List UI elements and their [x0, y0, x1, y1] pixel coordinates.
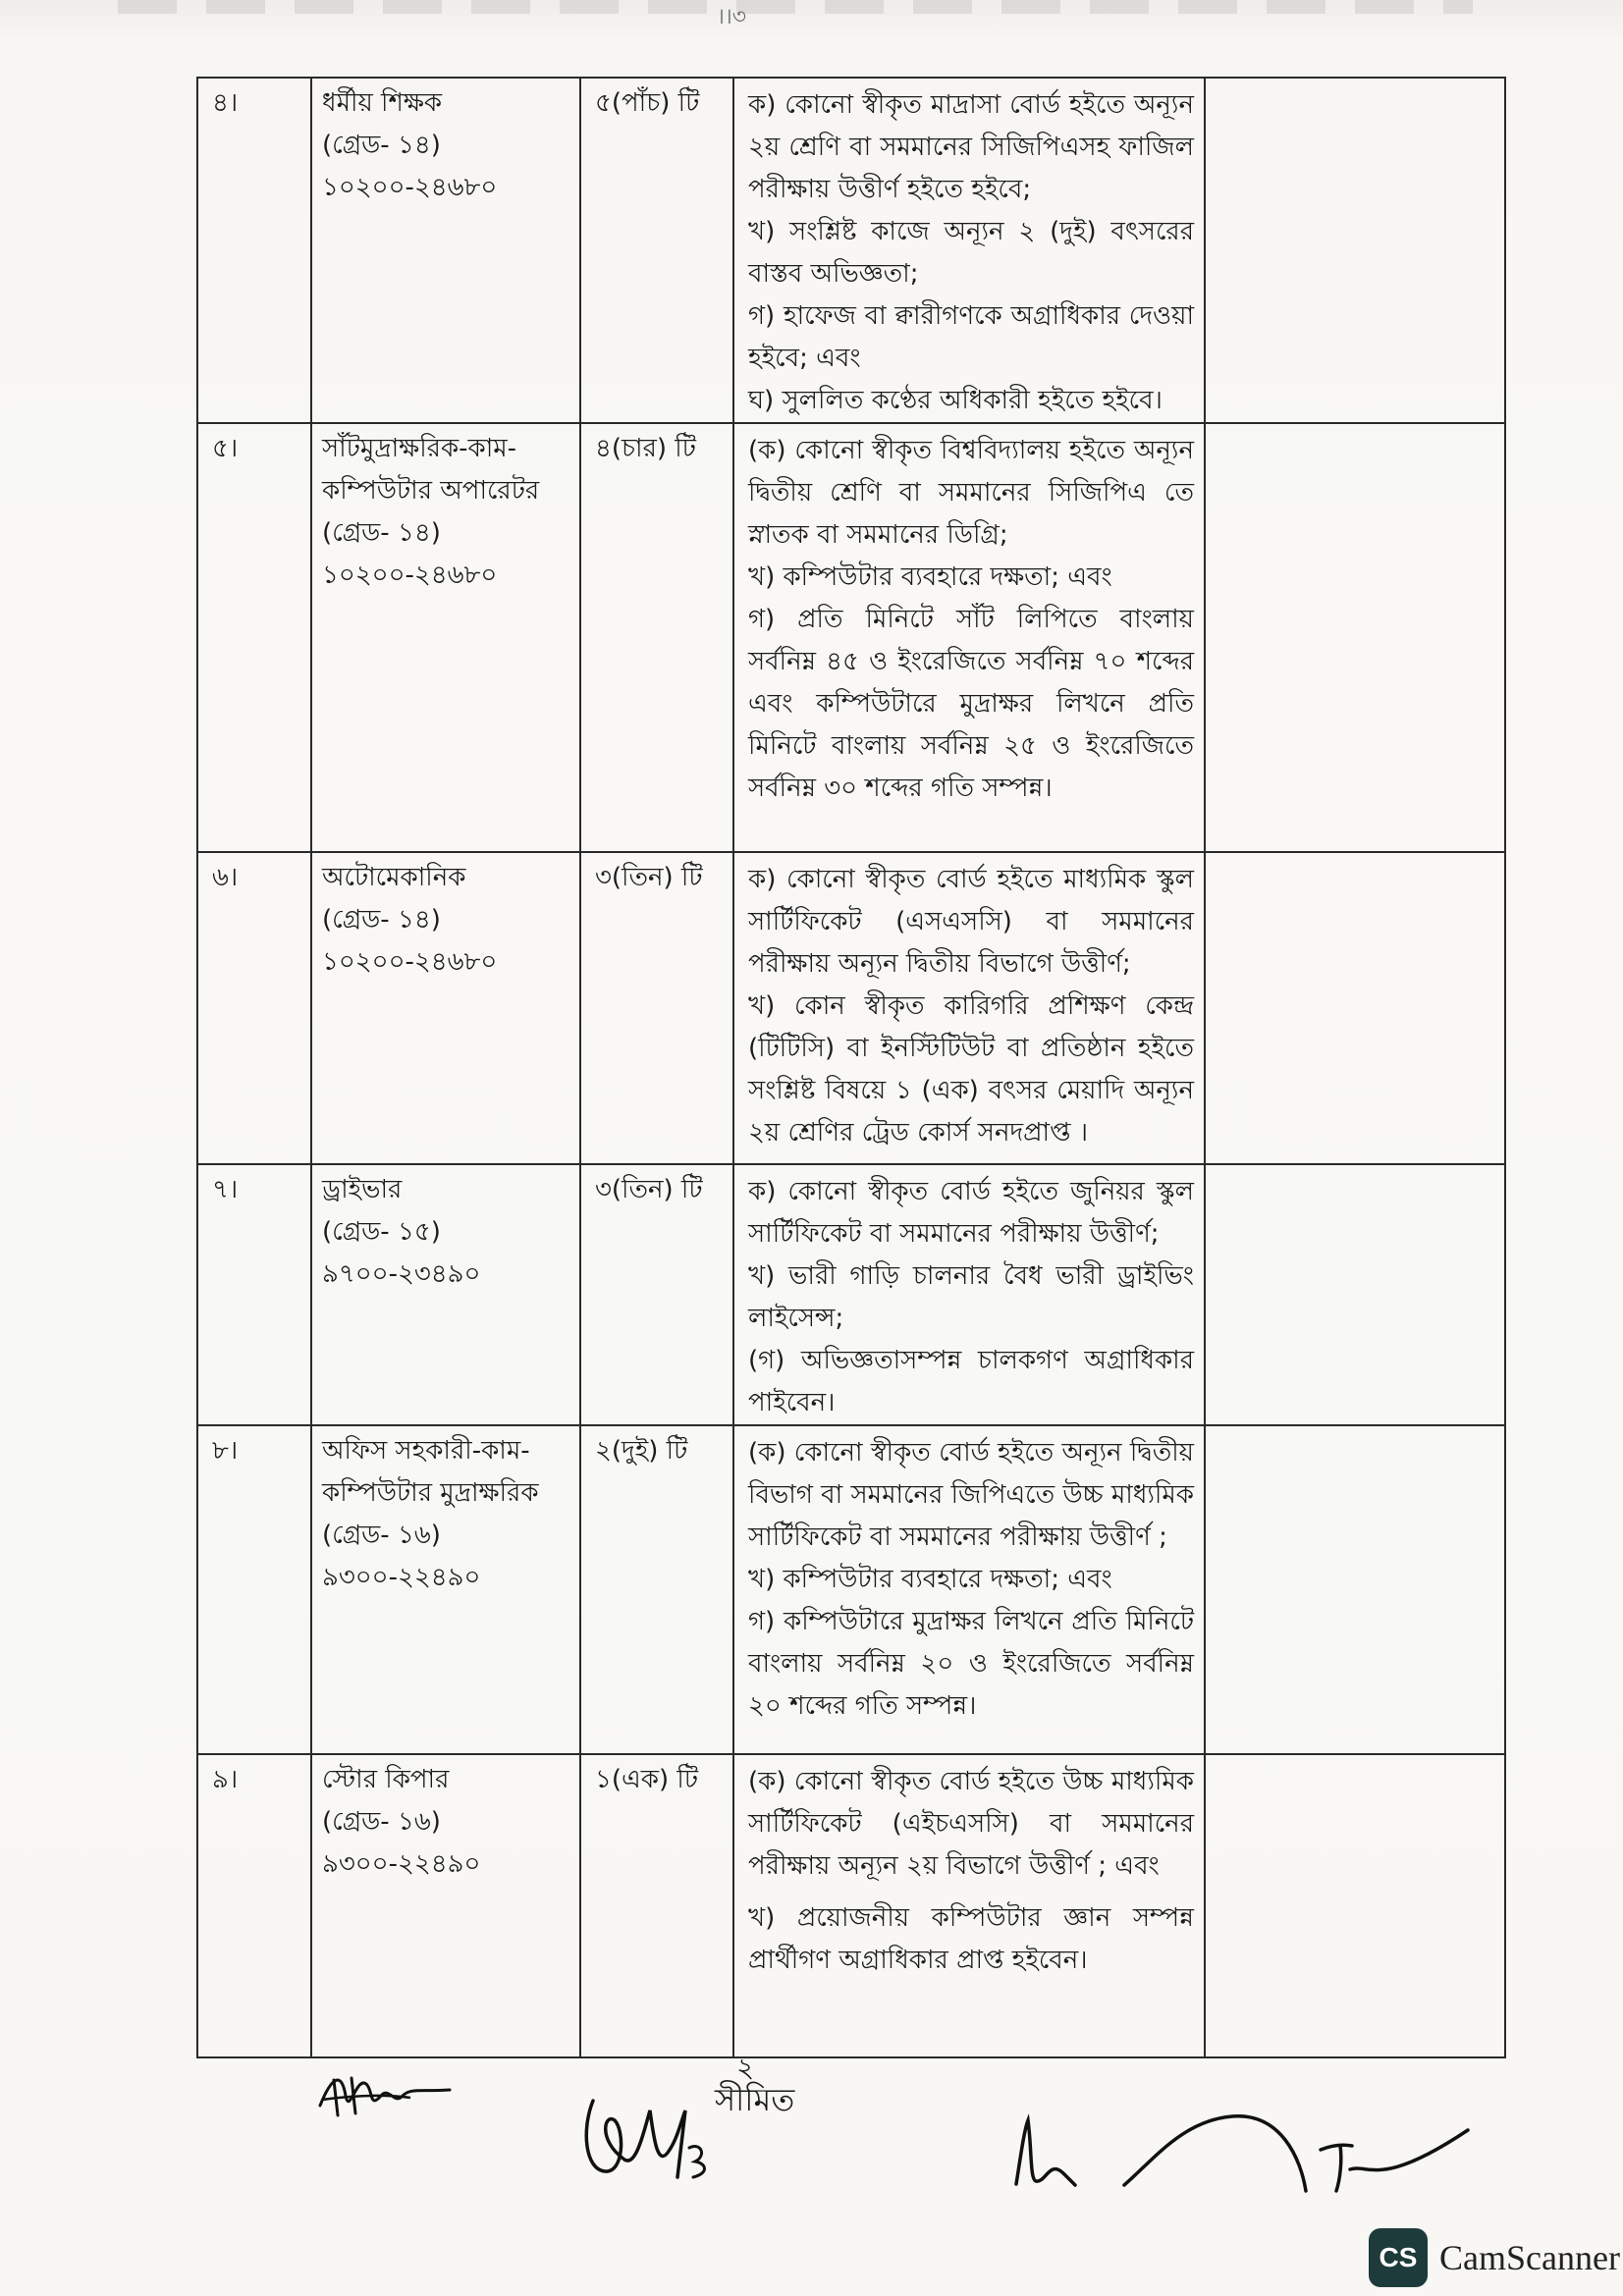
post-cell — [311, 78, 580, 423]
table-row — [197, 1754, 1505, 2057]
qualification-item: ক) কোনো স্বীকৃত মাদ্রাসা বোর্ড হইতে অন্যূন ২য় শ্রেণি বা সমমানের সিজিপিএসহ ফাজিল পরীক্ষায় উত্তীর্ণ হইতে হইবে; — [748, 90, 1194, 204]
qualification-item: (গ) অভিজ্ঞতাসম্পন্ন চালকগণ অগ্রাধিকার পাইবেন। — [748, 1346, 1194, 1417]
sealed-label: সীমিত — [715, 2081, 795, 2118]
post-grade: (গ্রেড- ১৪) — [322, 131, 441, 160]
qualification-item: খ) সংশ্লিষ্ট কাজে অন্যূন ২ (দুই) বৎসরের বাস্তব অভিজ্ঞতা; — [748, 217, 1194, 289]
qualification-item: ক) কোনো স্বীকৃত বোর্ড হইতে জুনিয়র স্কুল সার্টিফিকেট বা সমমানের পরীক্ষায় উত্তীর্ণ; — [748, 1177, 1194, 1249]
post-count: ৪(চার) টি — [595, 434, 696, 463]
recruitment-table — [196, 77, 1506, 2058]
post-cell — [311, 423, 580, 852]
post-count: ২(দুই) টি — [595, 1436, 688, 1466]
serial-number: ৮। — [212, 1436, 239, 1466]
post-name: ধর্মীয় শিক্ষক — [322, 88, 443, 118]
count-cell — [580, 1754, 733, 2057]
qualification-item: গ) প্রতি মিনিটে সাঁট লিপিতে বাংলায় সর্বনিম্ন ৪৫ ও ইংরেজিতে সর্বনিম্ন ৭০ শব্দের এবং কম্পিউটারে মুদ্রাক্ষর লিখনে প্রতি মিনিটে বাংলায় সর্বনিম্ন ২৫ ও ইংরেজিতে সর্বনিম্ন ৩০ শব্দের গতি সম্পন্ন। — [748, 605, 1194, 803]
post-name: ড্রাইভার — [322, 1175, 403, 1204]
signature-initial-1 — [312, 2066, 460, 2125]
qualification-item: ঘ) সুললিত কণ্ঠের অধিকারী হইতে হইবে। — [748, 386, 1163, 415]
remarks-cell — [1205, 1754, 1505, 2057]
post-scale: ৯৭০০-২৩৪৯০ — [322, 1259, 481, 1289]
post-count: ৩(তিন) টি — [595, 863, 703, 892]
remarks-cell — [1205, 1425, 1505, 1754]
qualification-item: খ) প্রয়োজনীয় কম্পিউটার জ্ঞান সম্পন্ন প্রার্থীগণ অগ্রাধিকার প্রাপ্ত হইবেন। — [748, 1903, 1194, 1975]
qualification-cell — [733, 78, 1205, 423]
camscanner-logo: CS — [1369, 2228, 1428, 2287]
qualification-item: গ) কম্পিউটারে মুদ্রাক্ষর লিখনে প্রতি মিনিটে বাংলায় সর্বনিম্ন ২০ ও ইংরেজিতে সর্বনিম্ন ২০ শব্দের গতি সম্পন্ন। — [748, 1607, 1194, 1721]
count-cell — [580, 1164, 733, 1425]
post-scale: ১০২০০-২৪৬৮০ — [322, 173, 498, 202]
post-grade: (গ্রেড- ১৪) — [322, 518, 441, 548]
qualification-cell — [733, 423, 1205, 852]
serial-cell — [197, 1425, 311, 1754]
camscanner-label: CamScanner — [1439, 2238, 1620, 2277]
count-cell — [580, 423, 733, 852]
count-cell — [580, 78, 733, 423]
table-row — [197, 1164, 1505, 1425]
signature-initial-2 — [575, 2091, 723, 2184]
serial-number: ৪। — [212, 88, 239, 118]
page-number: ২ — [736, 2052, 755, 2084]
serial-number: ৬। — [212, 863, 239, 892]
scanner-watermark — [1369, 2228, 1620, 2287]
post-grade: (গ্রেড- ১৬) — [322, 1521, 441, 1550]
qualification-item: খ) কম্পিউটার ব্যবহারে দক্ষতা; এবং — [748, 562, 1112, 592]
signature-initial-3 — [1006, 2101, 1497, 2194]
post-cell — [311, 852, 580, 1164]
qualification-cell — [733, 852, 1205, 1164]
post-name: অফিস সহকারী-কাম- — [322, 1436, 530, 1466]
qualification-cell — [733, 1164, 1205, 1425]
serial-number: ৯। — [212, 1765, 239, 1794]
post-cell — [311, 1754, 580, 2057]
post-cell — [311, 1425, 580, 1754]
post-count: ৩(তিন) টি — [595, 1175, 703, 1204]
qualification-item: (ক) কোনো স্বীকৃত বোর্ড হইতে উচ্চ মাধ্যমিক সার্টিফিকেট (এইচএসসি) বা সমমানের পরীক্ষায় অন্যূন ২য় বিভাগে উত্তীর্ণ ; এবং — [748, 1767, 1194, 1881]
serial-cell — [197, 78, 311, 423]
post-name: স্টোর কিপার — [322, 1765, 450, 1794]
post-name: অটোমেকানিক — [322, 863, 466, 892]
post-grade: (গ্রেড- ১৪) — [322, 905, 441, 934]
qualification-item: (ক) কোনো স্বীকৃত বিশ্ববিদ্যালয় হইতে অন্যূন দ্বিতীয় শ্রেণি বা সমমানের সিজিপিএ তে স্নাতক বা সমমানের ডিগ্রি; — [748, 436, 1194, 550]
top-edge-bleed — [118, 0, 1473, 14]
post-name: সাঁটমুদ্রাক্ষরিক-কাম- — [322, 434, 517, 463]
post-cell — [311, 1164, 580, 1425]
qualification-item: ক) কোনো স্বীকৃত বোর্ড হইতে মাধ্যমিক স্কুল সার্টিফিকেট (এসএসসি) বা সমমানের পরীক্ষায় অন্যূন দ্বিতীয় বিভাগে উত্তীর্ণ; — [748, 865, 1194, 979]
qualification-item: খ) ভারী গাড়ি চালনার বৈধ ভারী ড্রাইভিং লাইসেন্স; — [748, 1261, 1194, 1333]
count-cell — [580, 852, 733, 1164]
qualification-item: খ) কম্পিউটার ব্যবহারে দক্ষতা; এবং — [748, 1565, 1112, 1594]
serial-cell — [197, 1164, 311, 1425]
post-scale: ১০২০০-২৪৬৮০ — [322, 561, 498, 590]
post-count: ৫(পাঁচ) টি — [595, 88, 700, 118]
qualification-item: (ক) কোনো স্বীকৃত বোর্ড হইতে অন্যূন দ্বিতীয় বিভাগ বা সমমানের জিপিএতে উচ্চ মাধ্যমিক সার্টিফিকেট বা সমমানের পরীক্ষায় উত্তীর্ণ ; — [748, 1438, 1194, 1552]
table-row — [197, 1425, 1505, 1754]
table-row — [197, 423, 1505, 852]
remarks-cell — [1205, 423, 1505, 852]
post-grade: (গ্রেড- ১৫) — [322, 1217, 441, 1247]
post-name: কম্পিউটার মুদ্রাক্ষরিক — [322, 1478, 539, 1508]
remarks-cell — [1205, 78, 1505, 423]
qualification-item: গ) হাফেজ বা ক্বারীগণকে অগ্রাধিকার দেওয়া হইবে; এবং — [748, 301, 1194, 373]
serial-cell — [197, 852, 311, 1164]
post-scale: ৯৩০০-২২৪৯০ — [322, 1563, 481, 1592]
post-count: ১(এক) টি — [595, 1765, 698, 1794]
qualification-item: খ) কোন স্বীকৃত কারিগরি প্রশিক্ষণ কেন্দ্র (টিটিসি) বা ইনস্টিটিউট বা প্রতিষ্ঠান হইতে সংশ্লিষ্ট বিষয়ে ১ (এক) বৎসর মেয়াদি অন্যূন ২য় শ্রেণির ট্রেড কোর্স সনদপ্রাপ্ত । — [748, 991, 1194, 1148]
serial-cell — [197, 1754, 311, 2057]
remarks-cell — [1205, 852, 1505, 1164]
post-scale: ১০২০০-২৪৬৮০ — [322, 947, 498, 977]
count-cell — [580, 1425, 733, 1754]
qualification-cell — [733, 1754, 1205, 2057]
post-name: কম্পিউটার অপারেটর — [322, 476, 540, 506]
remarks-cell — [1205, 1164, 1505, 1425]
serial-number: ৭। — [212, 1175, 239, 1204]
table-row — [197, 78, 1505, 423]
serial-number: ৫। — [212, 434, 239, 463]
post-grade: (গ্রেড- ১৬) — [322, 1807, 441, 1837]
table-row — [197, 852, 1505, 1164]
post-scale: ৯৩০০-২২৪৯০ — [322, 1849, 481, 1879]
top-page-mark: ।।৩ — [717, 5, 747, 29]
serial-cell — [197, 423, 311, 852]
qualification-cell — [733, 1425, 1205, 1754]
